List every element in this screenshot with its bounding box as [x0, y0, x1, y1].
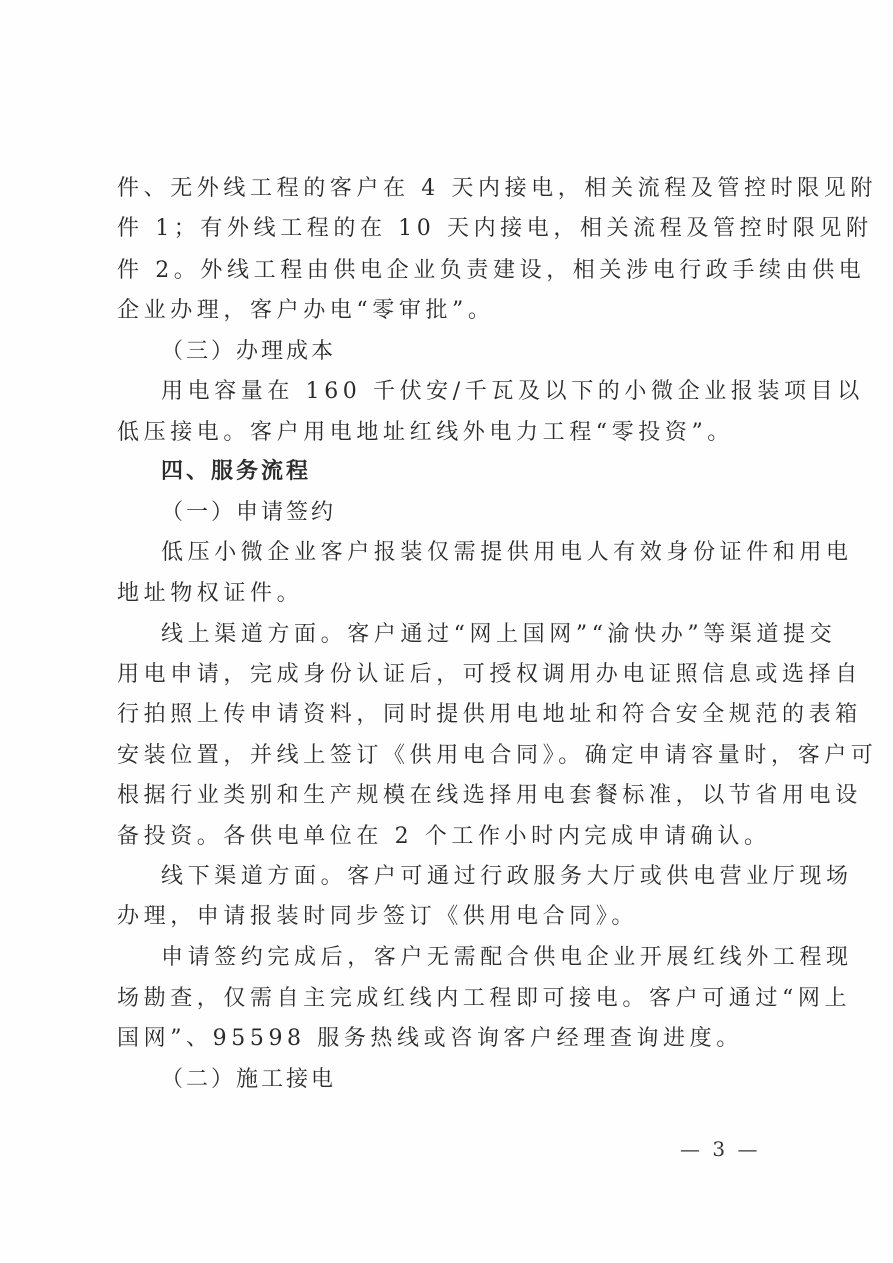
body-line-13: 用电申请，完成身份认证后，可授权调用办电证照信息或选择自 — [117, 662, 862, 687]
page-number: — 3 — — [680, 1137, 761, 1161]
section-heading-apply-sign: （一）申请签约 — [161, 500, 337, 525]
body-line-11: 地址物权证件。 — [117, 581, 304, 606]
body-line-21: 场勘查，仅需自主完成红线内工程即可接电。客户可通过“网上 — [117, 986, 852, 1011]
body-line-14: 行拍照上传申请资料，同时提供用电地址和符合安全规范的表箱 — [117, 702, 862, 727]
body-line-2: 件 1；有外线工程的在 10 天内接电，相关流程及管控时限见附 — [117, 216, 873, 241]
body-line-3: 件 2。外线工程由供电企业负责建设，相关涉电行政手续由供电 — [117, 258, 866, 283]
section-heading-construction: （二）施工接电 — [161, 1067, 337, 1092]
body-line-7: 低压接电。客户用电地址红线外电力工程“零投资”。 — [117, 420, 734, 445]
body-line-10: 低压小微企业客户报装仅需提供用电人有效身份证件和用电 — [161, 540, 853, 565]
body-line-6: 用电容量在 160 千伏安/千瓦及以下的小微企业报装项目以 — [161, 379, 864, 404]
body-line-20: 申请签约完成后，客户无需配合供电企业开展红线外工程现 — [161, 945, 853, 970]
body-line-18: 线下渠道方面。客户可通过行政服务大厅或供电营业厅现场 — [161, 864, 853, 889]
body-line-1: 件、无外线工程的客户在 4 天内接电，相关流程及管控时限见附 — [117, 176, 877, 201]
body-line-22: 国网”、95598 服务热线或咨询客户经理查询进度。 — [117, 1026, 743, 1051]
body-line-16: 根据行业类别和生产规模在线选择用电套餐标准，以节省用电设 — [117, 783, 862, 808]
body-line-15: 安装位置，并线上签订《供用电合同》。确定申请容量时，客户可 — [117, 743, 878, 768]
section-heading-service-process: 四、服务流程 — [161, 459, 312, 484]
body-line-19: 办理，申请报装时同步签订《供用电合同》。 — [117, 904, 639, 929]
body-line-4: 企业办理，客户办电“零审批”。 — [117, 298, 495, 323]
body-line-17: 备投资。各供电单位在 2 个工作小时内完成申请确认。 — [117, 824, 771, 849]
section-heading-cost: （三）办理成本 — [161, 339, 337, 364]
body-line-12: 线上渠道方面。客户通过“网上国网”“渝快办”等渠道提交 — [161, 622, 837, 647]
